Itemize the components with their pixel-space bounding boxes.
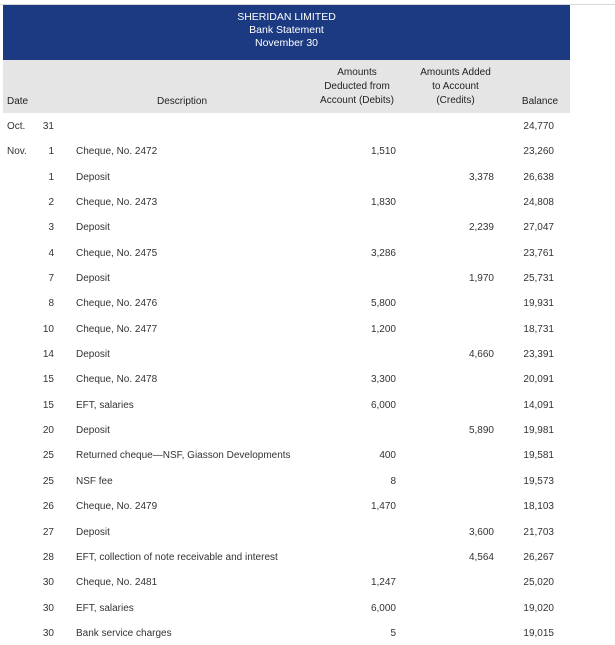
row-debit: 6,000 — [370, 602, 396, 614]
row-day: 20 — [42, 425, 54, 437]
row-credit: 5,890 — [468, 425, 494, 437]
row-balance: 20,091 — [523, 374, 554, 386]
row-balance: 23,761 — [523, 247, 554, 259]
table-row — [0, 569, 615, 594]
row-balance: 26,638 — [523, 171, 554, 183]
row-balance: 25,020 — [523, 577, 554, 589]
statement-banner — [3, 5, 570, 60]
table-row — [0, 138, 615, 163]
row-debit: 5 — [390, 627, 396, 639]
table-row — [0, 164, 615, 189]
table-row — [0, 113, 615, 138]
row-day: 28 — [42, 551, 54, 563]
row-day: 8 — [48, 298, 54, 310]
row-credit: 3,378 — [468, 171, 494, 183]
row-credit: 4,660 — [468, 349, 494, 361]
row-description: Deposit — [76, 425, 110, 437]
table-row — [0, 620, 615, 645]
row-balance: 27,047 — [523, 222, 554, 234]
row-day: 14 — [42, 349, 54, 361]
row-balance: 19,573 — [523, 475, 554, 487]
table-row — [0, 265, 615, 290]
row-balance: 19,981 — [523, 425, 554, 437]
table-row — [0, 214, 615, 239]
row-day: 25 — [42, 475, 54, 487]
table-row — [0, 240, 615, 265]
row-day: 3 — [48, 222, 54, 234]
row-day: 30 — [42, 627, 54, 639]
row-description: Deposit — [76, 222, 110, 234]
row-day: 30 — [42, 602, 54, 614]
row-balance: 19,581 — [523, 450, 554, 462]
header-debits-line: Amounts — [337, 67, 377, 78]
row-description: Cheque, No. 2476 — [76, 298, 158, 310]
row-day: 30 — [42, 577, 54, 589]
row-description: Cheque, No. 2478 — [76, 374, 158, 386]
row-description: Returned cheque—NSF, Giasson Developments — [76, 450, 291, 462]
row-day: 27 — [42, 526, 54, 538]
table-row — [0, 595, 615, 620]
table-row — [0, 290, 615, 315]
row-balance: 26,267 — [523, 551, 554, 563]
row-description: Deposit — [76, 171, 110, 183]
company-name: SHERIDAN LIMITED — [237, 11, 336, 23]
row-debit: 1,470 — [370, 501, 396, 513]
row-description: Cheque, No. 2481 — [76, 577, 158, 589]
row-day: 10 — [42, 323, 54, 335]
table-row — [0, 442, 615, 467]
table-header — [3, 60, 570, 113]
row-balance: 19,015 — [523, 627, 554, 639]
row-description: Deposit — [76, 349, 110, 361]
table-row — [0, 417, 615, 442]
header-balance: Balance — [521, 96, 559, 107]
row-debit: 3,300 — [370, 374, 396, 386]
header-debits-line: Account (Debits) — [320, 95, 394, 106]
statement-rows — [0, 113, 615, 645]
row-debit: 6,000 — [370, 399, 396, 411]
table-row — [0, 316, 615, 341]
row-debit: 8 — [390, 475, 396, 487]
row-balance: 18,731 — [523, 323, 554, 335]
row-description: Cheque, No. 2472 — [76, 146, 158, 158]
header-date: Date — [7, 96, 29, 107]
row-credit: 3,600 — [468, 526, 494, 538]
header-debits-line: Deducted from — [324, 81, 390, 92]
table-row — [0, 493, 615, 518]
row-description: EFT, salaries — [76, 399, 134, 411]
row-day: 4 — [48, 247, 54, 259]
row-debit: 1,510 — [370, 146, 396, 158]
row-credit: 4,564 — [468, 551, 494, 563]
row-day: 2 — [48, 197, 54, 209]
row-day: 31 — [42, 121, 54, 132]
row-day: 7 — [48, 273, 54, 285]
row-description: Bank service charges — [76, 627, 172, 639]
table-row — [0, 189, 615, 214]
row-description: Cheque, No. 2479 — [76, 501, 158, 513]
row-debit: 1,200 — [370, 323, 396, 335]
table-row — [0, 366, 615, 391]
row-balance: 21,703 — [523, 526, 554, 538]
row-debit: 3,286 — [370, 247, 396, 259]
header-credits-line: (Credits) — [436, 95, 475, 106]
header-credits-line: Amounts Added — [420, 67, 491, 78]
row-day: 26 — [42, 501, 54, 513]
row-day: 15 — [42, 374, 54, 386]
row-month: Oct. — [7, 121, 26, 132]
row-balance: 25,731 — [523, 273, 554, 285]
row-balance: 23,391 — [523, 349, 554, 361]
row-balance: 24,770 — [523, 121, 554, 132]
row-day: 15 — [42, 399, 54, 411]
row-description: Cheque, No. 2473 — [76, 197, 158, 209]
row-balance: 19,931 — [523, 298, 554, 310]
header-debits — [311, 66, 403, 108]
header-credits-line: to Account — [432, 81, 479, 92]
row-balance: 18,103 — [523, 501, 554, 513]
row-credit: 2,239 — [468, 222, 494, 234]
header-credits — [408, 66, 503, 108]
table-row — [0, 519, 615, 544]
row-description: NSF fee — [76, 475, 113, 487]
row-day: 25 — [42, 450, 54, 462]
row-description: Deposit — [76, 273, 110, 285]
row-day: 1 — [48, 171, 54, 183]
row-description: EFT, collection of note receivable and interest — [76, 551, 278, 563]
table-row — [0, 544, 615, 569]
row-debit: 1,830 — [370, 197, 396, 209]
row-debit: 1,247 — [370, 577, 396, 589]
row-credit: 1,970 — [468, 273, 494, 285]
row-description: EFT, salaries — [76, 602, 134, 614]
table-row — [0, 341, 615, 366]
header-description: Description — [157, 96, 208, 107]
row-balance: 14,091 — [523, 399, 554, 411]
statement-period: November 30 — [254, 37, 319, 49]
row-debit: 5,800 — [370, 298, 396, 310]
row-balance: 23,260 — [523, 146, 554, 158]
table-row — [0, 392, 615, 417]
row-balance: 19,020 — [523, 602, 554, 614]
table-row — [0, 468, 615, 493]
row-description: Deposit — [76, 526, 110, 538]
row-description: Cheque, No. 2475 — [76, 247, 158, 259]
row-day: 1 — [48, 146, 54, 158]
row-balance: 24,808 — [523, 197, 554, 209]
statement-title: Bank Statement — [249, 24, 324, 36]
row-month: Nov. — [7, 146, 27, 158]
row-description: Cheque, No. 2477 — [76, 323, 158, 335]
row-debit: 400 — [379, 450, 396, 462]
